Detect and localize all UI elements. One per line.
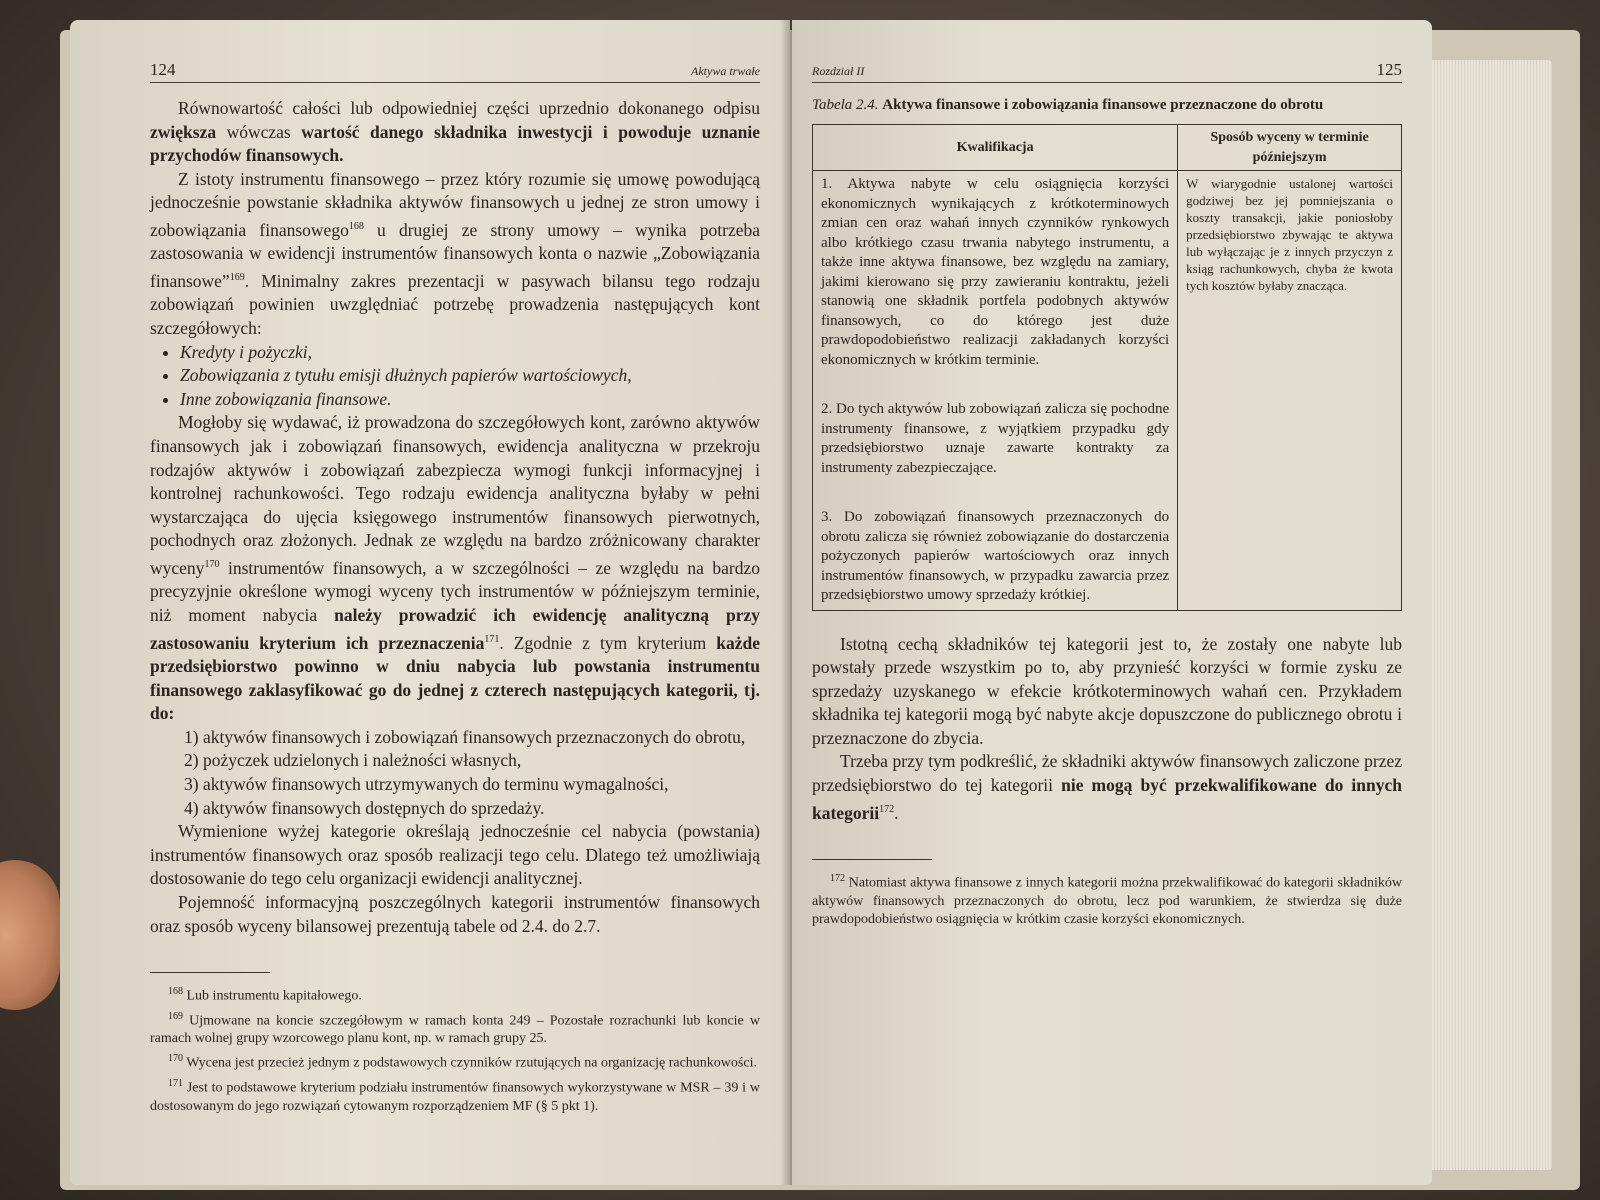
paragraph: Trzeba przy tym podkreślić, że składniki aktywów finansowych zaliczone przez przedsiębiorstwo do tej kategorii nie mogą być przekwalifikowane do innych kategorii$^{172}$. [812, 751, 1402, 823]
left-page [70, 20, 790, 1185]
footnote-ref: 168 [348, 220, 364, 232]
table-cell [1178, 482, 1402, 610]
left-page-header [150, 60, 760, 83]
footnote: $^{171}$ Jest to podstawowe kryterium podziału instrumentów finansowych wykorzystywane w MSR – 39 i w dostosowanym do jego rozwiązań cytowanym rozporządzeniem MF (§ 5 pkt 1). [150, 1078, 760, 1114]
list-item: 4) aktywów finansowych dostępnych do sprzedaży. [184, 797, 545, 818]
table-row [813, 171, 1402, 375]
paragraph: Z istoty instrumentu finansowego – przez który rozumie się umowę powodującą jednocześnie powstanie składnika aktywów finansowych u jednej ze stron umowy i zobowiązania finansowego$^{168}$ u drugiej ze strony umowy – wynika potrzeba zastosowania w ewidencji instrumentów finansowych konta o nazwie „Zobowiązania finansowe”$^{169}$. Minimalny zakres prezentacji w pasywach bilansu tego rodzaju zobowiązań powinien uwzględniać potrzebę prowadzenia następujących kont szczegółowych: [150, 168, 760, 338]
footnote-rule [150, 972, 270, 973]
table-row [813, 374, 1402, 482]
running-head: Aktywa trwałe [691, 64, 760, 78]
footnote: $^{172}$ Natomiast aktywa finansowe z innych kategorii można przekwalifikować do kategorii składników aktywów finansowych przeznaczonych do obrotu, lecz pod warunkiem, że stwierdza się duże prawdopodobieństwo osiągnięcia w krótkim czasie korzyści ekonomicznych. [812, 873, 1402, 927]
footnote: $^{169}$ Ujmowane na koncie szczegółowym w ramach konta 249 – Pozostałe rozrachunki lub koncie w ramach wolnej grupy wzorcowego planu kont, np. w ramach grupy 25. [150, 1010, 760, 1047]
table-cell: 2. Do tych aktywów lub zobowiązań zalicza się pochodne instrumenty finansowe, z wyjątkiem przypadku gdy przedsiębiorstwo uznaje zawarte kontrakty za instrumenty zabezpieczające. [813, 374, 1178, 482]
table-row [813, 482, 1402, 610]
table-cell [1178, 374, 1402, 482]
financial-table [812, 124, 1402, 611]
footnote-ref: 171 [484, 633, 500, 645]
footnote-rule [812, 859, 932, 860]
column-header: Kwalifikacja [813, 125, 1178, 171]
list-item: • Zobowiązania z tytułu emisji dłużnych papierów wartościowych, [180, 364, 760, 388]
list-item: 3) aktywów finansowych utrzymywanych do terminu wymagalności, [184, 773, 669, 794]
bullet-list [150, 341, 760, 412]
footnote-ref: 170 [204, 558, 220, 570]
list-item: 2) pożyczek udzielonych i należności własnych, [184, 750, 522, 771]
column-header: Sposób wyceny w terminie późniejszym [1178, 125, 1402, 171]
finger [0, 860, 60, 1010]
footnote: $^{170}$ Wycena jest przecież jednym z podstawowych czynników rzutujących na organizację rachunkowości. [168, 1053, 757, 1072]
footnote-ref: 172 [879, 803, 895, 815]
paragraph: Wymienione wyżej kategorie określają jednocześnie cel nabycia (powstania) instrumentów finansowych oraz sposób realizacji tego celu. Dlatego też umożliwiają dostosowanie do tego celu organizacji ewidencji analitycznej. [150, 821, 760, 889]
numbered-list [150, 726, 760, 820]
running-head: Rozdział II [812, 64, 865, 78]
table-cell: 3. Do zobowiązań finansowych przeznaczonych do obrotu zalicza się również zobowiązanie do dostarczenia pożyczonych papierów wartościowych oraz innych instrumentów finansowych, w przypadku zawarcia przez przedsiębiorstwo umowy sprzedaży krótkiej. [813, 482, 1178, 610]
table-caption: Tabela 2.4. Aktywa finansowe i zobowiązania finansowe przeznaczone do obrotu [812, 97, 1324, 113]
paragraph: Pojemność informacyjną poszczególnych kategorii instrumentów finansowych oraz sposób wyceny bilansowej prezentują tabele od 2.4. do 2.7. [150, 891, 760, 936]
paragraph: Równowartość całości lub odpowiedniej części uprzednio dokonanego odpisu zwiększa wówczas wartość danego składnika inwestycji i powoduje uznanie przychodów finansowych. [150, 98, 760, 166]
left-body-text [150, 97, 760, 938]
footnote-ref: 169 [229, 271, 245, 283]
paragraph: Istotną cechą składników tej kategorii jest to, że zostały one nabyte lub powstały przede wszystkim po to, aby przynieść korzyści w formie zysku ze sprzedaży uzyskanego w efekcie krótkoterminowych wahań cen. Przykładem składnika tej kategorii mogą być nabyte akcje dopuszczone do publicznego obrotu i przeznaczone do zbycia. [812, 633, 1402, 748]
table-header-row [813, 125, 1402, 171]
right-body-text [812, 633, 1402, 826]
page-number: 125 [1376, 60, 1402, 79]
page-edge-stack [1432, 60, 1552, 1170]
right-page-header [812, 60, 1402, 83]
page-number: 124 [150, 60, 176, 79]
list-item: 1) aktywów finansowych i zobowiązań finansowych przeznaczonych do obrotu, [184, 726, 746, 747]
footnotes [812, 870, 1402, 929]
footnote: $^{168}$ Lub instrumentu kapitałowego. [168, 986, 362, 1004]
paragraph: Mogłoby się wydawać, iż prowadzona do szczegółowych kont, zarówno aktywów finansowych jak i zobowiązań finansowych, ewidencja analityczna w przekroju rodzajów aktywów i zobowiązań zabezpiecza wymogi funkcji informacyjnej i kontrolnej rachunkowości. Tego rodzaju ewidencja analityczna byłaby w pełni wystarczająca do ujęcia księgowego instrumentów finansowych pierwotnych, pochodnych oraz złożonych. Jednak ze względu na bardzo zróżnicowany charakter wyceny$^{170}$ instrumentów finansowych, a w szczególności – ze względu na bardzo precyzyjnie określone wymogi wyceny tych instrumentów w późniejszym terminie, niż moment nabycia należy prowadzić ich ewidencję analityczną przy zastosowaniu kryterium ich przeznaczenia$^{171}$. Zgodnie z tym kryterium każde przedsiębiorstwo powinno w dniu nabycia lub powstania instrumentu finansowego zaklasyfikować go do jednej z czterech następujących kategorii, tj. do: [150, 412, 760, 724]
list-item: • Kredyty i pożyczki, [180, 341, 760, 365]
table-cell: 1. Aktywa nabyte w celu osiągnięcia korzyści ekonomicznych wynikających z krótkoterminowych zmian cen oraz wahań innych czynników rynkowych albo krótkiego czasu trwania nabytego instrumentu, a także inne aktywa finansowe, bez względu na zamiary, jakimi kierowano się przy zawieraniu kontraktu, jeżeli stanowią one składnik portfela podobnych aktywów finansowych, co do którego jest duże prawdopodobieństwo realizacji zakładanych korzyści ekonomicznych w krótkim terminie. [813, 171, 1178, 375]
list-item: • Inne zobowiązania finansowe. [180, 388, 760, 412]
footnotes [150, 983, 760, 1116]
table-cell: W wiarygodnie ustalonej wartości godziwej bez jej pomniejszania o koszty transakcji, jakie poniosłoby przedsiębiorstwo zbywając te aktywa lub wyłączając je z innych przyczyn z ksiąg rachunkowych, chyba że kwota tych kosztów byłaby znacząca. [1178, 171, 1402, 375]
right-page [792, 20, 1432, 1185]
